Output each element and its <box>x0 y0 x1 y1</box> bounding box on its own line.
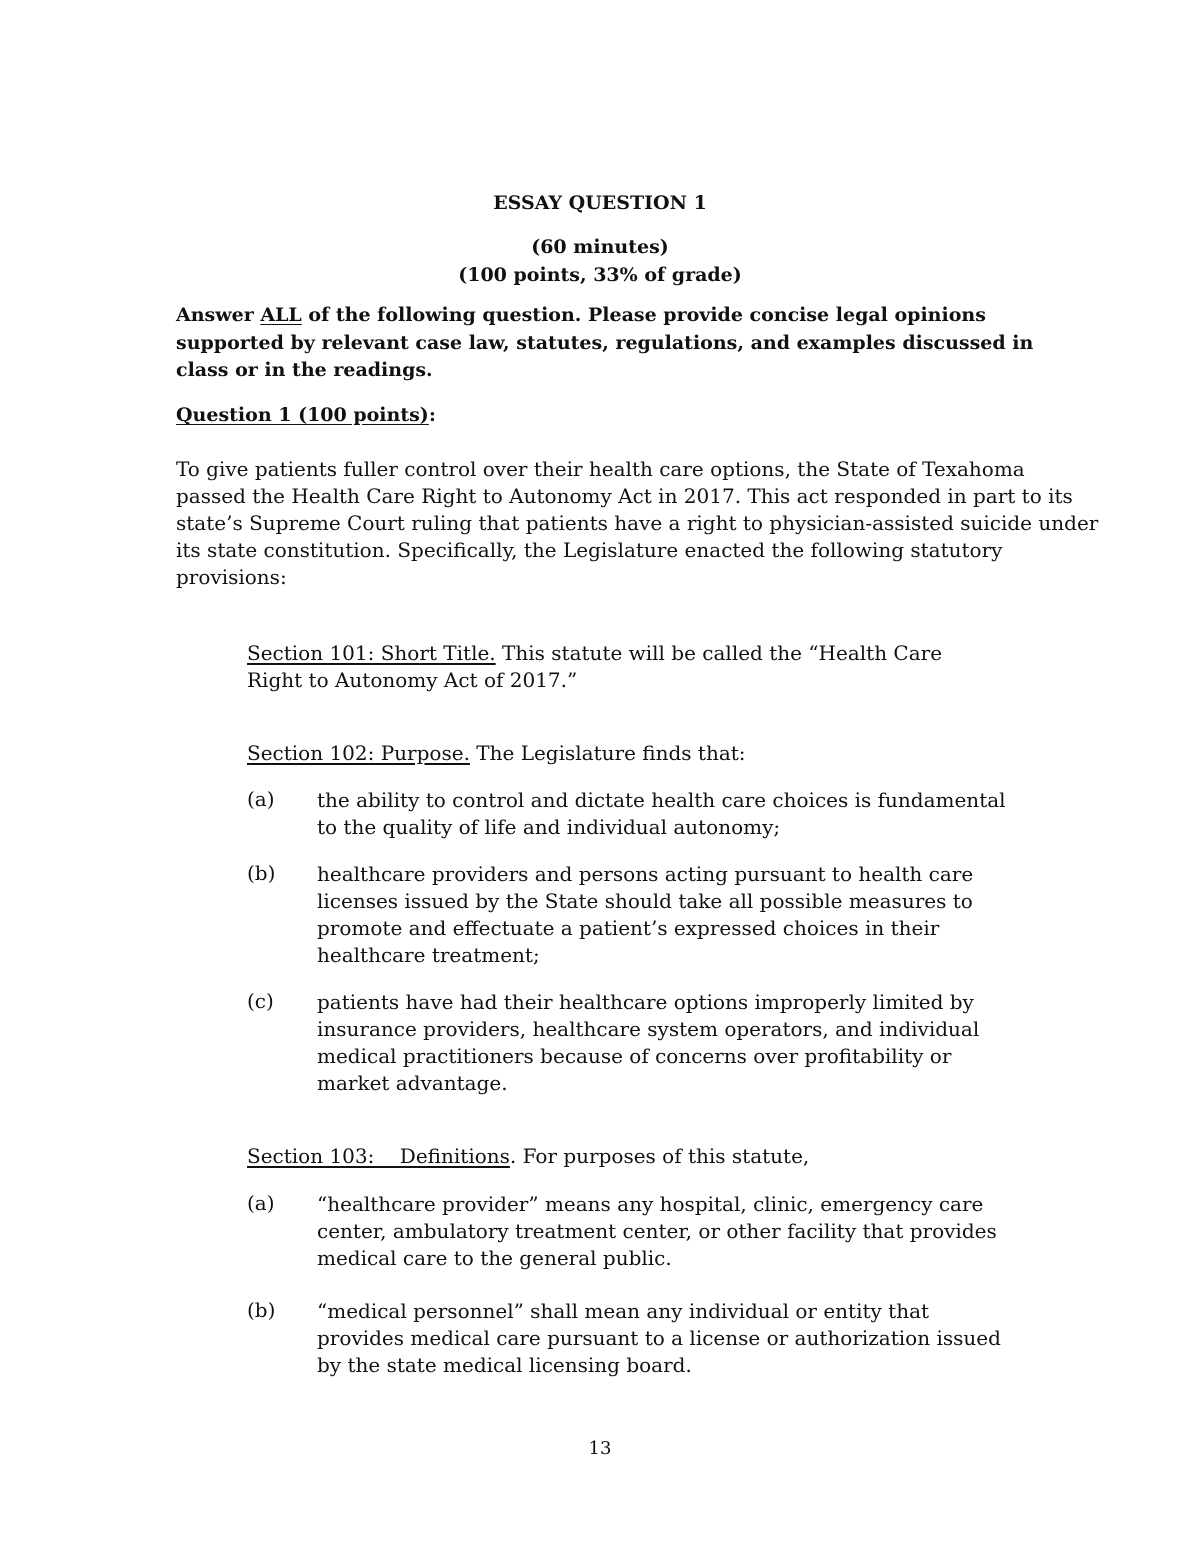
item-line: healthcare providers and persons acting pursuant to health care <box>317 862 974 886</box>
page-number: 13 <box>588 1438 612 1459</box>
intro-line: state’s Supreme Court ruling that patients have a right to physician-assisted suicide under <box>176 511 1099 535</box>
item-label: (a) <box>247 787 275 811</box>
question-heading-colon: : <box>428 404 436 426</box>
section-103-text: . For purposes of this statute, <box>509 1144 810 1168</box>
instructions-line3: class or in the readings. <box>176 359 433 381</box>
item-line: promote and effectuate a patient’s expressed choices in their <box>317 916 940 940</box>
essay-title: ESSAY QUESTION 1 <box>493 192 707 214</box>
item-line: “medical personnel” shall mean any individual or entity that <box>317 1299 930 1323</box>
item-line: medical care to the general public. <box>317 1246 672 1270</box>
instructions-line1: of the following question. Please provide concise legal opinions <box>301 304 986 326</box>
section-102-item-a <box>317 787 1006 841</box>
section-103-header <box>247 1144 809 1168</box>
section-102-item-c <box>317 989 979 1097</box>
section-103-item-b <box>317 1298 1001 1379</box>
section-103-heading: Section 103: Definitions <box>247 1144 510 1168</box>
section-102-item-b <box>317 861 973 969</box>
question-heading <box>176 404 436 426</box>
section-101-text-line2: Right to Autonomy Act of 2017.” <box>247 668 578 692</box>
section-102-header <box>247 741 746 765</box>
instructions-emphasis: ALL <box>260 304 302 326</box>
instructions-line2: supported by relevant case law, statutes, regulations, and examples discussed in <box>176 331 1034 354</box>
item-line: to the quality of life and individual autonomy; <box>317 815 781 839</box>
time-allotment: (60 minutes) <box>531 236 669 258</box>
item-line: center, ambulatory treatment center, or other facility that provides <box>317 1219 997 1243</box>
item-line: patients have had their healthcare options improperly limited by <box>317 990 974 1014</box>
section-101 <box>247 640 942 694</box>
item-line: market advantage. <box>317 1071 508 1095</box>
section-102-heading: Section 102: Purpose. <box>247 741 470 765</box>
intro-line: provisions: <box>176 565 287 589</box>
item-line: healthcare treatment; <box>317 943 540 967</box>
intro-line: passed the Health Care Right to Autonomy Act in 2017. This act responded in part to its <box>176 484 1073 508</box>
item-line: “healthcare provider” means any hospital, clinic, emergency care <box>317 1192 984 1216</box>
item-line: licenses issued by the State should take all possible measures to <box>317 889 973 913</box>
instructions-prefix: Answer <box>176 304 261 326</box>
question-heading-text: Question 1 (100 points) <box>176 404 429 426</box>
points-weight: (100 points, 33% of grade) <box>458 264 742 286</box>
item-line: medical practitioners because of concerns over profitability or <box>317 1044 952 1068</box>
item-label: (b) <box>247 861 276 885</box>
section-102-text: The Legislature finds that: <box>469 741 746 765</box>
question-intro <box>176 456 1098 591</box>
item-label: (c) <box>247 989 274 1013</box>
section-101-heading: Section 101: Short Title. <box>247 641 496 665</box>
section-101-text: This statute will be called the “Health Care <box>495 641 943 665</box>
item-line: the ability to control and dictate health care choices is fundamental <box>317 788 1006 812</box>
item-label: (a) <box>247 1191 275 1215</box>
item-line: provides medical care pursuant to a license or authorization issued <box>317 1326 1001 1350</box>
intro-line: To give patients fuller control over their health care options, the State of Texahoma <box>176 457 1025 481</box>
item-label: (b) <box>247 1298 276 1322</box>
item-line: by the state medical licensing board. <box>317 1353 692 1377</box>
intro-line: its state constitution. Specifically, the Legislature enacted the following statutory <box>176 538 1003 562</box>
item-line: insurance providers, healthcare system operators, and individual <box>317 1017 980 1041</box>
instructions <box>176 302 1036 385</box>
section-103-item-a <box>317 1191 997 1272</box>
